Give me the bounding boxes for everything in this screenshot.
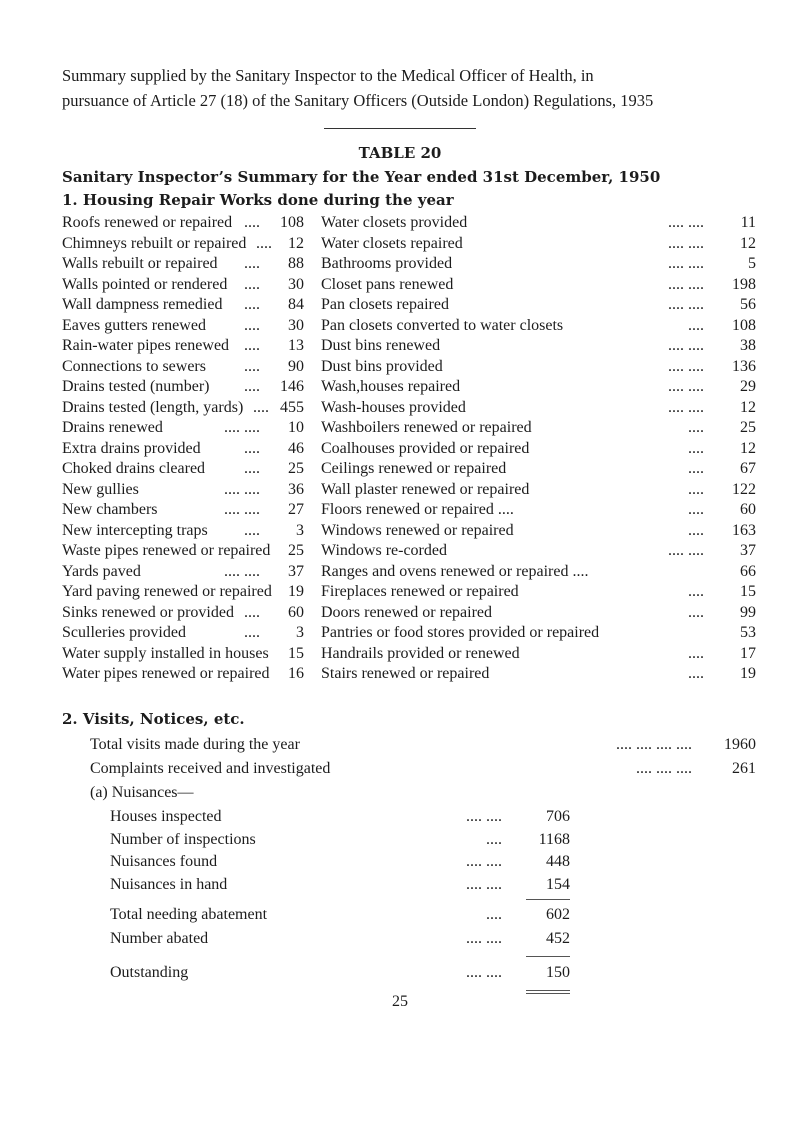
repair-item-right-dots: .... bbox=[688, 460, 704, 477]
repair-item-left-label: Water pipes renewed or repaired bbox=[62, 665, 270, 682]
repair-item-right-dots: .... .... bbox=[668, 398, 704, 416]
page-number: 25 bbox=[392, 993, 408, 1010]
repair-item-right-label: Floors renewed or repaired .... bbox=[321, 501, 514, 518]
repair-item-left-value: 90 bbox=[288, 357, 304, 375]
repair-item-right-dots: .... bbox=[688, 480, 704, 498]
repair-item-right-value: 5 bbox=[748, 255, 756, 272]
section-2-title: 2. Visits, Notices, etc. bbox=[62, 710, 245, 728]
nuisance-item-value: 706 bbox=[546, 808, 570, 825]
repair-item-left-value: 46 bbox=[288, 439, 304, 457]
repair-item-left-label: Roofs renewed or repaired bbox=[62, 214, 233, 231]
repair-item-right-label: Doors renewed or repaired bbox=[321, 603, 493, 621]
repair-item-left-value: 146 bbox=[280, 378, 304, 395]
repair-item-right-dots: .... .... bbox=[668, 378, 704, 395]
repair-item-right-dots: .... .... bbox=[668, 357, 704, 375]
repair-item-left-value: 25 bbox=[288, 460, 304, 477]
repair-item-left-value: 36 bbox=[288, 480, 304, 498]
repair-item-left-dots: .... bbox=[244, 521, 260, 539]
complaints-dots: .... .... .... bbox=[636, 760, 692, 777]
repair-item-right-value: 198 bbox=[732, 275, 756, 293]
repair-item-left-label: Walls pointed or rendered bbox=[62, 275, 228, 293]
nuisance-item-value: 154 bbox=[546, 875, 570, 893]
repair-item-left-label: Yards paved bbox=[62, 562, 141, 580]
repair-item-right-dots: .... .... bbox=[668, 234, 704, 252]
outstanding-dots: .... .... bbox=[466, 964, 502, 981]
total-abatement-value: 602 bbox=[546, 906, 570, 923]
complaints-value: 261 bbox=[732, 760, 756, 777]
number-abated-label: Number abated bbox=[110, 930, 209, 947]
repair-item-right-value: 15 bbox=[740, 583, 756, 600]
number-abated-value: 452 bbox=[546, 930, 570, 947]
repair-item-right-value: 12 bbox=[740, 234, 756, 252]
repair-item-right-dots: .... bbox=[688, 583, 704, 600]
repair-item-left-value: 37 bbox=[288, 562, 304, 580]
nuisance-item-label: Nuisances in hand bbox=[110, 875, 228, 893]
repair-item-left-value: 455 bbox=[280, 398, 304, 416]
nuisances-heading: (a) Nuisances— bbox=[90, 784, 194, 801]
repair-item-right-value: 29 bbox=[740, 378, 756, 395]
repair-item-right-value: 163 bbox=[732, 521, 756, 539]
repair-item-right-dots: .... .... bbox=[668, 255, 704, 272]
nuisance-item-dots: .... .... bbox=[466, 808, 502, 825]
nuisance-item-label: Houses inspected bbox=[110, 808, 222, 825]
repair-item-left-label: Chimneys rebuilt or repaired bbox=[62, 234, 247, 252]
visits-value: 1960 bbox=[724, 736, 756, 753]
repair-item-right-label: Pantries or food stores provided or repaired bbox=[321, 624, 600, 641]
repair-item-left-label: Drains tested (number) bbox=[62, 378, 210, 395]
repair-item-right-label: Bathrooms provided bbox=[321, 255, 453, 272]
sum-rule-2 bbox=[526, 956, 570, 957]
repair-item-right-dots: .... bbox=[688, 501, 704, 518]
repair-item-right-value: 12 bbox=[740, 439, 756, 457]
repair-item-left-value: 3 bbox=[296, 624, 304, 641]
repair-item-right-value: 12 bbox=[740, 398, 756, 416]
repair-item-left-value: 30 bbox=[288, 316, 304, 334]
repair-item-right-dots: .... .... bbox=[668, 275, 704, 293]
repair-item-left-label: Drains renewed bbox=[62, 419, 163, 436]
sum-double-rule-top bbox=[526, 990, 570, 991]
repair-item-left-value: 10 bbox=[288, 419, 304, 436]
repair-item-right-value: 122 bbox=[732, 480, 756, 498]
repair-item-right-value: 66 bbox=[740, 562, 756, 580]
repair-item-right-label: Dust bins renewed bbox=[321, 337, 441, 354]
intro-line-2: pursuance of Article 27 (18) of the Sanitary Officers (Outside London) Regulations, 1935 bbox=[62, 91, 654, 110]
repair-item-right-label: Ceilings renewed or repaired bbox=[321, 460, 507, 477]
repair-item-right-dots: .... .... bbox=[668, 542, 704, 559]
repair-item-right-dots: .... .... bbox=[668, 296, 704, 313]
repair-item-left-value: 13 bbox=[288, 337, 304, 354]
repair-item-right-value: 25 bbox=[740, 419, 756, 436]
total-abatement-dots: .... bbox=[486, 906, 502, 923]
repair-item-right-label: Dust bins provided bbox=[321, 357, 443, 375]
repair-item-left-label: Choked drains cleared bbox=[62, 460, 206, 477]
repair-item-left-dots: .... bbox=[244, 624, 260, 641]
repair-item-left-dots: .... bbox=[256, 234, 272, 252]
repair-item-right-label: Pan closets repaired bbox=[321, 296, 449, 313]
repair-item-left-dots: .... bbox=[244, 460, 260, 477]
repair-item-left-dots: .... bbox=[244, 378, 260, 395]
repair-item-left-label: Yard paving renewed or repaired bbox=[62, 583, 272, 600]
repair-item-right-label: Handrails provided or renewed bbox=[321, 644, 520, 662]
repair-item-left-label: Sinks renewed or provided bbox=[62, 603, 234, 621]
repair-item-left-dots: .... bbox=[244, 316, 260, 334]
repair-item-right-value: 136 bbox=[732, 357, 756, 375]
repair-item-right-value: 37 bbox=[740, 542, 756, 559]
repair-item-right-value: 67 bbox=[740, 460, 756, 477]
repair-item-left-dots: .... bbox=[244, 255, 260, 272]
repair-item-right-label: Ranges and ovens renewed or repaired .... bbox=[321, 562, 589, 580]
repair-item-left-label: New intercepting traps bbox=[62, 521, 208, 539]
repair-item-left-label: New chambers bbox=[62, 501, 158, 518]
repair-item-right-value: 38 bbox=[740, 337, 756, 354]
repair-item-left-value: 3 bbox=[296, 521, 304, 539]
repair-item-left-label: Connections to sewers bbox=[62, 357, 206, 375]
repair-item-right-label: Pan closets converted to water closets bbox=[321, 316, 564, 334]
visits-label: Total visits made during the year bbox=[90, 736, 300, 753]
repair-item-right-label: Washboilers renewed or repaired bbox=[321, 419, 532, 436]
repair-item-left-value: 108 bbox=[280, 214, 304, 231]
repair-item-left-dots: .... bbox=[244, 214, 260, 231]
repair-item-right-value: 11 bbox=[740, 214, 756, 231]
repair-item-right-dots: .... bbox=[688, 644, 704, 662]
nuisance-item-dots: .... bbox=[486, 830, 502, 848]
repair-item-left-dots: .... bbox=[253, 398, 269, 416]
table-title: TABLE 20 bbox=[358, 144, 442, 162]
repair-item-right-value: 17 bbox=[740, 644, 756, 662]
sum-rule-1 bbox=[526, 899, 570, 900]
nuisance-item-label: Nuisances found bbox=[110, 853, 218, 870]
repair-item-right-value: 108 bbox=[732, 316, 756, 334]
repair-item-right-label: Closet pans renewed bbox=[321, 275, 454, 293]
repair-item-left-value: 15 bbox=[288, 644, 304, 662]
repair-item-left-value: 25 bbox=[288, 542, 304, 559]
repair-item-right-dots: .... .... bbox=[668, 337, 704, 354]
repair-item-left-dots: .... bbox=[244, 296, 260, 313]
nuisance-item-dots: .... .... bbox=[466, 875, 502, 893]
repair-item-left-value: 12 bbox=[288, 234, 304, 252]
repair-item-right-label: Coalhouses provided or repaired bbox=[321, 439, 530, 457]
repair-item-left-dots: .... bbox=[244, 275, 260, 293]
repair-item-left-label: Drains tested (length, yards) bbox=[62, 398, 244, 416]
repair-item-right-dots: .... bbox=[688, 419, 704, 436]
repair-item-left-dots: .... bbox=[244, 603, 260, 621]
summary-heading: Sanitary Inspector’s Summary for the Year ended 31st December, 1950 bbox=[62, 168, 661, 186]
repair-item-right-value: 99 bbox=[740, 603, 756, 621]
repair-item-left-label: Sculleries provided bbox=[62, 624, 186, 641]
nuisance-item-value: 448 bbox=[546, 853, 570, 870]
repair-item-right-dots: .... bbox=[688, 665, 704, 682]
repair-item-right-dots: .... .... bbox=[668, 214, 704, 231]
section-1-title: 1. Housing Repair Works done during the year bbox=[62, 191, 454, 209]
repair-item-right-value: 53 bbox=[740, 624, 756, 641]
repair-item-right-value: 19 bbox=[740, 665, 756, 682]
repair-item-left-label: New gullies bbox=[62, 480, 139, 498]
nuisance-item-dots: .... .... bbox=[466, 853, 502, 870]
repair-item-right-label: Water closets provided bbox=[321, 214, 468, 231]
repair-item-right-label: Wall plaster renewed or repaired bbox=[321, 480, 530, 498]
repair-item-right-label: Fireplaces renewed or repaired bbox=[321, 583, 519, 600]
repair-item-left-label: Wall dampness remedied bbox=[62, 296, 223, 313]
visits-dots: .... .... .... .... bbox=[616, 736, 692, 753]
repair-item-left-label: Extra drains provided bbox=[62, 439, 201, 457]
repair-item-left-label: Waste pipes renewed or repaired bbox=[62, 542, 271, 559]
total-abatement-label: Total needing abatement bbox=[110, 906, 268, 923]
header-rule bbox=[324, 128, 476, 129]
repair-item-left-value: 30 bbox=[288, 275, 304, 293]
repair-item-left-value: 27 bbox=[288, 501, 304, 518]
repair-item-left-label: Walls rebuilt or repaired bbox=[62, 255, 218, 272]
repair-item-right-dots: .... bbox=[688, 439, 704, 457]
repair-item-left-dots: .... bbox=[244, 357, 260, 375]
repair-item-right-label: Water closets repaired bbox=[321, 234, 463, 252]
repair-item-right-value: 56 bbox=[740, 296, 756, 313]
repair-item-left-value: 19 bbox=[288, 583, 304, 600]
repair-item-left-dots: .... .... bbox=[224, 480, 260, 498]
repair-item-right-value: 60 bbox=[740, 501, 756, 518]
repair-item-left-value: 60 bbox=[288, 603, 304, 621]
repair-item-right-label: Windows renewed or repaired bbox=[321, 521, 514, 539]
repair-item-right-dots: .... bbox=[688, 521, 704, 539]
repair-item-left-label: Water supply installed in houses bbox=[62, 644, 269, 662]
nuisance-item-label: Number of inspections bbox=[110, 830, 256, 848]
outstanding-label: Outstanding bbox=[110, 964, 189, 981]
number-abated-dots: .... .... bbox=[466, 930, 502, 947]
outstanding-value: 150 bbox=[546, 964, 570, 981]
repair-item-left-value: 16 bbox=[288, 665, 304, 682]
repair-item-right-label: Windows re-corded bbox=[321, 542, 447, 559]
repair-item-left-value: 88 bbox=[288, 255, 304, 272]
repair-item-left-dots: .... bbox=[244, 337, 260, 354]
repair-item-left-label: Rain-water pipes renewed bbox=[62, 337, 230, 354]
repair-item-left-dots: .... bbox=[244, 439, 260, 457]
repair-item-right-dots: .... bbox=[688, 316, 704, 334]
repair-item-right-dots: .... bbox=[688, 603, 704, 621]
repair-item-right-label: Stairs renewed or repaired bbox=[321, 665, 490, 682]
repair-item-left-dots: .... .... bbox=[224, 419, 260, 436]
repair-item-left-label: Eaves gutters renewed bbox=[62, 316, 206, 334]
repair-item-left-dots: .... .... bbox=[224, 562, 260, 580]
repair-item-right-label: Wash-houses provided bbox=[321, 398, 466, 416]
complaints-label: Complaints received and investigated bbox=[90, 760, 331, 777]
repair-item-right-label: Wash,houses repaired bbox=[321, 378, 461, 395]
repair-item-left-value: 84 bbox=[288, 296, 304, 313]
repair-item-left-dots: .... .... bbox=[224, 501, 260, 518]
nuisance-item-value: 1168 bbox=[538, 830, 570, 848]
intro-line-1: Summary supplied by the Sanitary Inspector to the Medical Officer of Health, in bbox=[62, 66, 594, 85]
